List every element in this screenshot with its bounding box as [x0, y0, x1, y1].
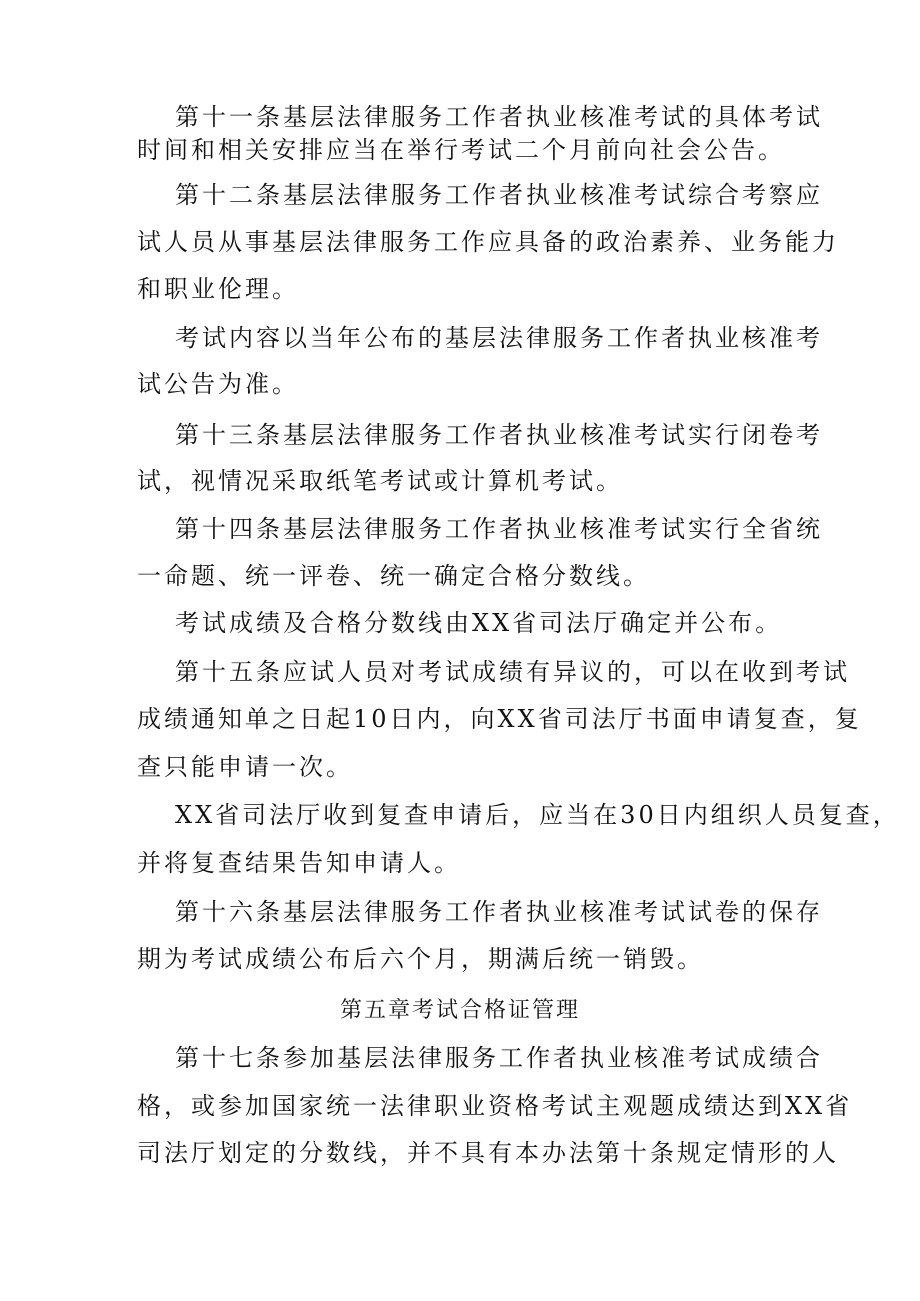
text-line: 第十四条基层法律服务工作者执业核准考试实行全省统: [175, 515, 823, 543]
text-line: 和职业伦理。: [137, 275, 299, 303]
text-line: 一命题、统一评卷、统一确定合格分数线。: [137, 562, 650, 590]
text-line: XX省司法厅收到复查申请后，应当在30日内组织人员复查，: [175, 801, 900, 829]
text-line: 考试内容以当年公布的基层法律服务工作者执业核准考: [175, 324, 823, 352]
text-line: 时间和相关安排应当在举行考试二个月前向社会公告。: [137, 136, 785, 164]
text-line: 并将复查结果告知申请人。: [137, 849, 461, 877]
text-line: 考试成绩及合格分数线由XX省司法厅确定并公布。: [175, 609, 783, 637]
text-line: 试人员从事基层法律服务工作应具备的政治素养、业务能力: [137, 228, 839, 256]
text-line: 第十一条基层法律服务工作者执业核准考试的具体考试: [175, 103, 823, 131]
text-line: 试，视情况采取纸笔考试或计算机考试。: [137, 467, 623, 495]
text-line: 查只能申请一次。: [137, 753, 353, 781]
text-line: 期为考试成绩公布后六个月，期满后统一销毁。: [137, 945, 704, 973]
text-line: 格，或参加国家统一法律职业资格考试主观题成绩达到XX省: [137, 1092, 853, 1120]
text-line: 司法厅划定的分数线，并不具有本办法第十条规定情形的人: [137, 1139, 839, 1167]
text-line: 第十六条基层法律服务工作者执业核准考试试卷的保存: [175, 898, 823, 926]
text-line: 第十七条参加基层法律服务工作者执业核准考试成绩合: [175, 1044, 823, 1072]
chapter-heading: 第五章考试合格证管理: [340, 998, 581, 1023]
text-line: 第十五条应试人员对考试成绩有异议的，可以在收到考试: [175, 658, 850, 686]
text-line: 第十二条基层法律服务工作者执业核准考试综合考察应: [175, 181, 823, 209]
text-line: 成绩通知单之日起10日内，向XX省司法厅书面申请复查，复: [137, 705, 862, 733]
text-line: 试公告为准。: [137, 370, 299, 398]
text-line: 第十三条基层法律服务工作者执业核准考试实行闭卷考: [175, 421, 823, 449]
